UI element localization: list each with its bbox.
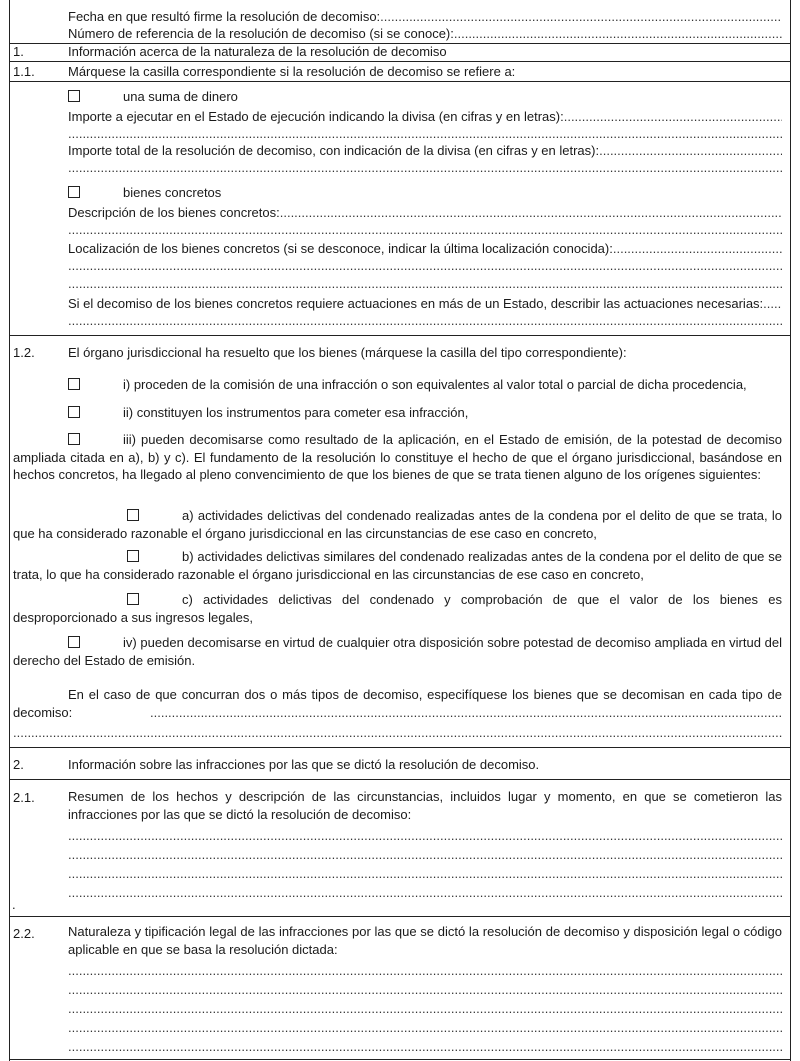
top-frame — [9, 0, 791, 8]
checkbox[interactable] — [68, 186, 80, 198]
section-1-number: 1. — [13, 44, 24, 59]
option-iv-label: iv) pueden decomisarse en virtud de cualquier otra disposición sobre potestad de decomiso ampliada en virtud del derecho del Estado de emisión. — [13, 635, 782, 668]
dotted-line[interactable] — [68, 314, 782, 329]
option-b[interactable] — [13, 548, 782, 583]
divider — [9, 61, 791, 62]
section-1-1-title: Márquese la casilla correspondiente si la resolución de decomiso se refiere a: — [68, 65, 516, 79]
dotted-line[interactable] — [68, 1040, 782, 1055]
option-c-label: c) actividades delictivas del condenado y comprobación de que el valor de los bienes es desproporcionado a sus ingresos legales, — [13, 592, 782, 625]
section-1-2-title: El órgano jurisdiccional ha resuelto que los bienes (márquese la casilla del tipo correspondiente): — [68, 346, 627, 360]
option-iii-label: iii) pueden decomisarse como resultado de la aplicación, en el Estado de emisión, de la potestad de decomiso ampliada citada en a), b) y c). El fundamento de la resolución lo constituye el hecho de que el órgano jurisdiccional, basándose en hechos concretos, ha llegado al pleno convencimiento de que los bienes de que se trata tienen alguno de los orígenes siguientes: — [13, 432, 782, 482]
dotted-line[interactable] — [68, 848, 782, 863]
divider — [9, 43, 791, 44]
option-iv[interactable] — [13, 634, 782, 669]
descripcion-label: Descripción de los bienes concretos: — [68, 206, 280, 220]
checkbox[interactable] — [127, 509, 139, 521]
checkbox[interactable] — [68, 90, 80, 102]
dotted-line[interactable] — [150, 706, 782, 721]
section-1-title: Información acerca de la naturaleza de la resolución de decomiso — [68, 45, 447, 59]
bienes-option-label: bienes concretos — [123, 186, 222, 200]
section-2-number: 2. — [13, 757, 24, 772]
dotted-line[interactable] — [68, 1002, 782, 1017]
dotted-line[interactable] — [68, 223, 782, 238]
option-ii-label: ii) constituyen los instrumentos para cometer esa infracción, — [123, 406, 469, 420]
dotted-line[interactable] — [68, 277, 782, 292]
money-option[interactable] — [68, 90, 238, 105]
dotted-line[interactable] — [68, 259, 782, 274]
checkbox[interactable] — [68, 636, 80, 648]
descripcion-field[interactable] — [68, 206, 782, 221]
divider — [9, 335, 791, 336]
numero-referencia-field[interactable] — [68, 27, 782, 42]
section-2-1-text: Resumen de los hechos y descripción de las circunstancias, incluidos lugar y momento, en que se cometieron las infracciones por las que se dictó la resolución de decomiso: — [68, 789, 782, 822]
importe-total-field[interactable] — [68, 144, 782, 159]
dotted-line[interactable] — [68, 964, 782, 979]
checkbox[interactable] — [127, 593, 139, 605]
section-1-2-number: 1.2. — [13, 345, 35, 360]
money-option-label: una suma de dinero — [123, 90, 238, 104]
dotted-line[interactable] — [68, 867, 782, 882]
stray-dot: . — [12, 898, 16, 912]
right-border — [790, 8, 791, 1061]
localizacion-label: Localización de los bienes concretos (si se desconoce, indicar la última localización conocida): — [68, 242, 613, 256]
checkbox[interactable] — [127, 550, 139, 562]
section-2-1-number: 2.1. — [13, 790, 35, 805]
bottom-border — [9, 1059, 791, 1060]
divider — [9, 747, 791, 748]
option-i[interactable] — [68, 378, 747, 393]
fecha-firme-field[interactable] — [68, 10, 782, 25]
checkbox[interactable] — [68, 378, 80, 390]
dotted-line[interactable] — [13, 726, 782, 741]
importe-ejecutar-label: Importe a ejecutar en el Estado de ejecución indicando la divisa (en cifras y en letras): — [68, 110, 564, 124]
divider — [9, 779, 791, 780]
divider — [9, 916, 791, 917]
localizacion-field[interactable] — [68, 242, 782, 257]
section-2-title: Información sobre las infracciones por las que se dictó la resolución de decomiso. — [68, 758, 540, 772]
option-a-label: a) actividades delictivas del condenado realizadas antes de la condena por el delito de que se trata, lo que ha considerado razonable el órgano jurisdiccional en las circunstancias de ese caso en concreto, — [13, 508, 782, 541]
left-border — [9, 8, 10, 1061]
option-b-label: b) actividades delictivas similares del condenado realizadas antes de la condena por el delito de que se trata, lo que ha considerado razonable el órgano jurisdiccional en las circunstancias de ese caso en concreto, — [13, 549, 782, 582]
importe-total-label: Importe total de la resolución de decomiso, con indicación de la divisa (en cifras y en letras): — [68, 144, 600, 158]
mas-estados-label: Si el decomiso de los bienes concretos requiere actuaciones en más de un Estado, describir las actuaciones necesarias: — [68, 297, 764, 311]
dotted-line[interactable] — [68, 886, 782, 901]
fecha-firme-label: Fecha en que resultó firme la resolución de decomiso: — [68, 10, 381, 24]
importe-ejecutar-field[interactable] — [68, 110, 782, 125]
option-iii[interactable] — [13, 431, 782, 484]
dotted-line[interactable] — [68, 1021, 782, 1036]
bienes-option[interactable] — [68, 186, 221, 201]
option-ii[interactable] — [68, 406, 468, 421]
checkbox[interactable] — [68, 406, 80, 418]
section-1-1-number: 1.1. — [13, 64, 35, 79]
checkbox[interactable] — [68, 433, 80, 445]
option-a[interactable] — [13, 507, 782, 542]
divider — [9, 81, 791, 82]
mas-estados-field[interactable] — [68, 297, 782, 312]
numero-referencia-label: Número de referencia de la resolución de decomiso (si se conoce): — [68, 27, 454, 41]
option-c[interactable] — [13, 591, 782, 626]
dotted-line[interactable] — [68, 127, 782, 142]
dotted-line[interactable] — [68, 829, 782, 844]
option-i-label: i) proceden de la comisión de una infracción o son equivalentes al valor total o parcial de dicha procedencia, — [123, 378, 747, 392]
dotted-line[interactable] — [68, 983, 782, 998]
dotted-line[interactable] — [68, 161, 782, 176]
dos-o-mas-label: En el caso de que concurran dos o más tipos de decomiso, especifíquese los bienes que se decomisan en cada tipo de decomiso: — [13, 687, 782, 720]
section-2-2-text: Naturaleza y tipificación legal de las infracciones por las que se dictó la resolución de decomiso y disposición legal o código aplicable en que se basa la resolución dictada: — [68, 924, 782, 957]
section-2-2-number: 2.2. — [13, 926, 35, 941]
